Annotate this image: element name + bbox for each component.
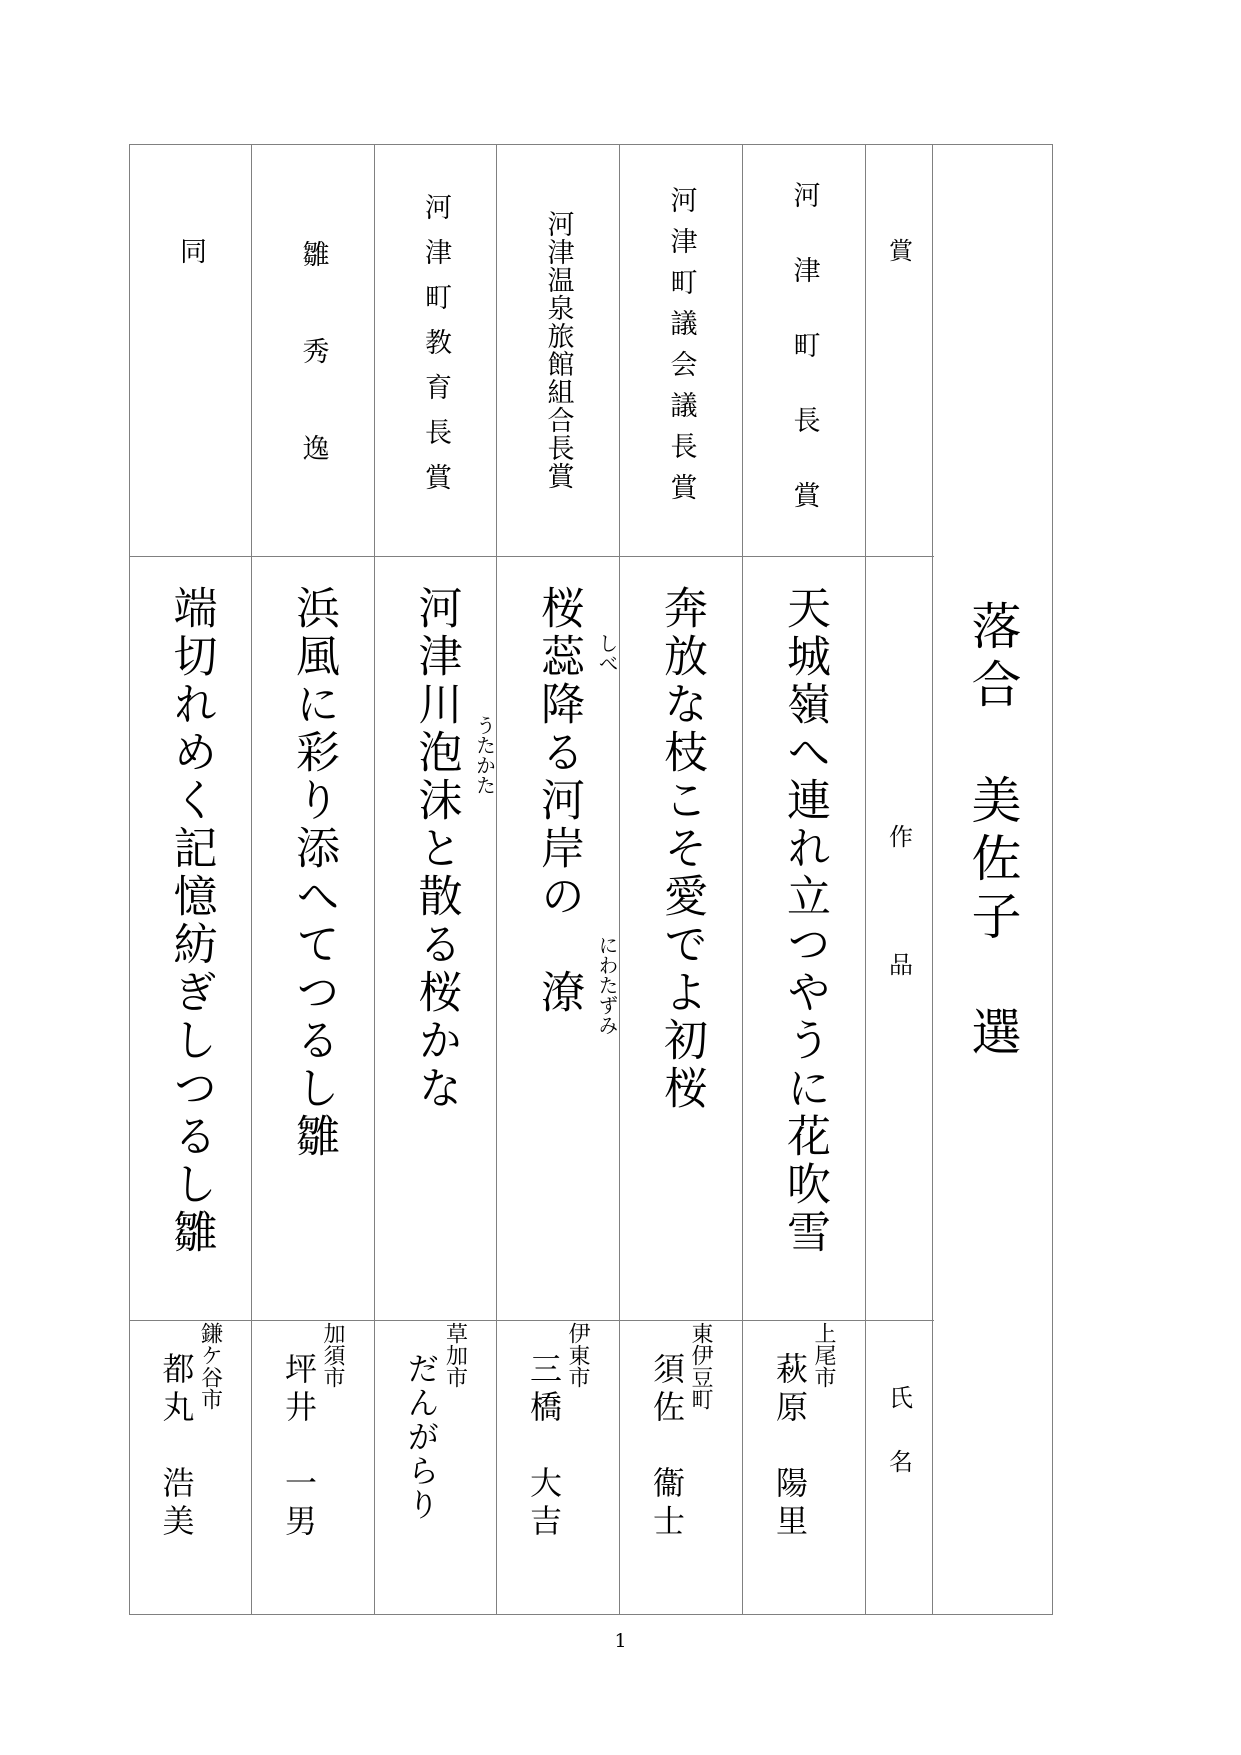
- name-cell: [620, 1322, 742, 1612]
- city-text: 加須市: [320, 1322, 345, 1388]
- poem-part: 河津川: [410, 585, 462, 729]
- city-text: 鎌ケ谷市: [197, 1322, 223, 1410]
- city-text: 東伊豆町: [688, 1322, 713, 1410]
- selector-column: [933, 600, 1052, 1160]
- poem-text: 浜風に彩り添へてつるし雛: [288, 585, 339, 1161]
- page-number: 1: [614, 1630, 627, 1652]
- award-column-label: [866, 145, 932, 355]
- ruby-text: うたかた: [472, 715, 497, 795]
- poem-part: と散る桜かな: [410, 825, 462, 1113]
- person-name: 都丸 浩美: [157, 1352, 196, 1542]
- award-name: 河津町教育長賞: [420, 192, 451, 508]
- award-name: 河津温泉旅館組合長賞: [542, 210, 574, 490]
- award-cell: [743, 145, 865, 555]
- name-cell: [130, 1322, 251, 1612]
- name-cell: [375, 1322, 496, 1612]
- person-name: 萩原 陽里: [771, 1352, 809, 1542]
- name-cell: [497, 1322, 619, 1612]
- city-text: 伊東市: [565, 1322, 590, 1388]
- name-label: 氏 名: [884, 1385, 913, 1481]
- person-name: 坪井 一男: [280, 1352, 318, 1542]
- poem-part: 桜: [533, 585, 584, 633]
- award-cell: [375, 145, 496, 555]
- work-label: 作 品: [884, 824, 913, 1016]
- poem-text: [404, 585, 497, 1113]
- award-name: 雛秀逸: [297, 239, 329, 531]
- award-cell: [130, 145, 251, 355]
- poem-cell: [375, 585, 496, 1305]
- poem-text: [526, 585, 619, 1035]
- award-cell: [252, 145, 374, 555]
- award-cell: [497, 145, 619, 555]
- poem-text: 端切れめく記憶紡ぎしつるし雛: [165, 585, 217, 1257]
- person-name: だんがらり: [402, 1352, 441, 1522]
- person-name: 三橋 大吉: [525, 1352, 563, 1542]
- poem-part: 蕊: [533, 633, 584, 681]
- name-column-label: [866, 1385, 932, 1505]
- poem-text: 天城嶺へ連れ立つやうに花吹雪: [779, 585, 830, 1257]
- poem-part: 降る河岸の: [533, 681, 584, 969]
- award-name: 河津町長賞: [788, 180, 820, 556]
- poem-cell: [252, 585, 374, 1305]
- poem-cell: [743, 585, 865, 1305]
- poem-part: 泡沫: [410, 729, 462, 825]
- name-cell: [743, 1322, 865, 1612]
- award-name: 同: [175, 236, 206, 264]
- award-name: 河津町議会議長賞: [665, 186, 697, 514]
- award-cell: [620, 145, 742, 555]
- city-text: 草加市: [442, 1322, 468, 1388]
- person-name: 須佐 衞士: [648, 1352, 686, 1542]
- selector-name: 落合 美佐子 選: [963, 600, 1022, 1064]
- poem-cell: [497, 585, 619, 1305]
- poem-part: 潦: [533, 969, 584, 1017]
- ruby-text: にわたずみ: [595, 935, 619, 1035]
- poem-text: 奔放な枝こそ愛でよ初桜: [656, 585, 707, 1113]
- ruby-text: しべ: [595, 633, 619, 673]
- city-text: 上尾市: [811, 1322, 836, 1388]
- work-column-label: [866, 780, 932, 1060]
- poem-cell: [130, 585, 251, 1305]
- poem-cell: [620, 585, 742, 1305]
- award-label: 賞: [884, 238, 913, 262]
- name-cell: [252, 1322, 374, 1612]
